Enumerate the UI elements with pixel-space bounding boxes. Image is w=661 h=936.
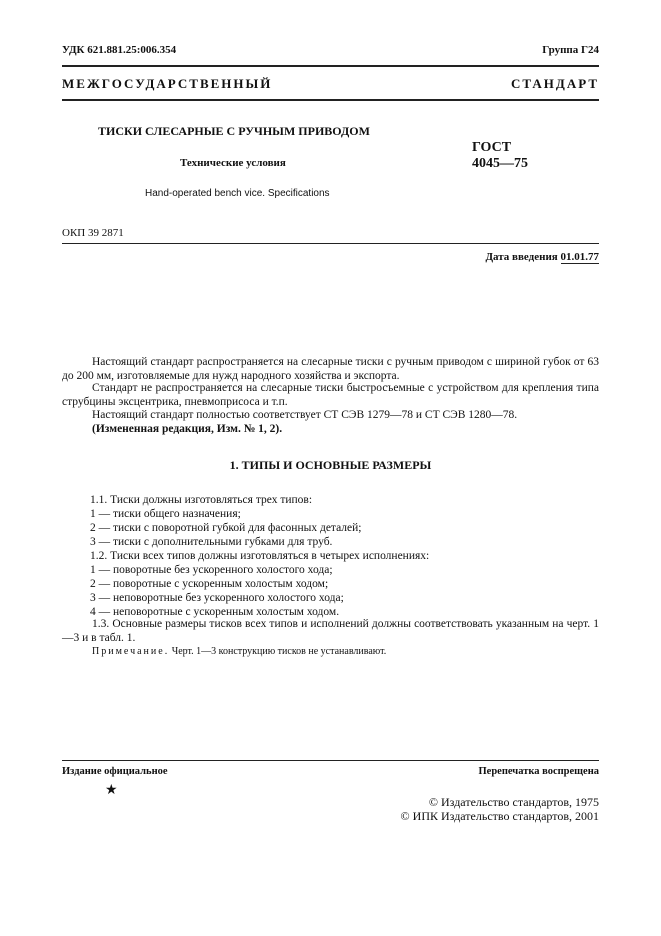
- note-label: Примечание.: [92, 646, 170, 657]
- reprint-prohibited: Перепечатка воспрещена: [478, 766, 599, 777]
- effective-date-label: Дата введения: [485, 251, 558, 263]
- okp-code: ОКП 39 2871: [62, 227, 124, 239]
- effective-date: [485, 251, 599, 263]
- official-edition: Издание официальное: [62, 766, 168, 777]
- gost-number: 4045—75: [472, 156, 528, 171]
- top-rule: [62, 65, 599, 67]
- group-code: Группа Г24: [542, 44, 599, 56]
- copyright-2001: © ИПК Издательство стандартов, 2001: [400, 809, 599, 823]
- gost-label: ГОСТ: [472, 140, 512, 155]
- udk-code: УДК 621.881.25:006.354: [62, 44, 177, 56]
- intro-paragraph-1: Настоящий стандарт распространяется на слесарные тиски с ручным приводом с шириной губок от 63 до 200 мм, изготовляемые для нужд народного хозяйства и экспорта.: [62, 356, 599, 382]
- list-line: 2 — тиски с поворотной губкой для фасонных деталей;: [90, 522, 362, 534]
- effective-date-value: 01.01.77: [560, 251, 599, 263]
- list-line: 4 — неповоротные с ускоренным холостым ходом.: [90, 606, 340, 618]
- list-line: 1.1. Тиски должны изготовляться трех типов:: [90, 494, 313, 506]
- section-heading: 1. ТИПЫ И ОСНОВНЫЕ РАЗМЕРЫ: [229, 458, 432, 472]
- list-line: 2 — поворотные с ускоренным холостым ходом;: [90, 578, 329, 590]
- amendment-note: (Измененная редакция, Изм. № 1, 2).: [92, 423, 283, 435]
- banner-rule: [62, 99, 599, 101]
- okp-rule: [62, 243, 599, 244]
- paragraph-1-3: 1.3. Основные размеры тисков всех типов и исполнений должны соответствовать указанным на черт. 1—3 и в табл. 1.: [62, 618, 599, 644]
- note-text: Черт. 1—3 конструкцию тисков не устанавливают.: [171, 646, 387, 657]
- list-line: 3 — неповоротные без ускоренного холостого хода;: [90, 592, 344, 604]
- standard-banner: МЕЖГОСУДАРСТВЕННЫЙ СТАНДАРТ: [62, 76, 599, 91]
- document-subtitle: Технические условия: [180, 157, 286, 169]
- star-icon: ★: [105, 783, 118, 798]
- list-line: 1 — тиски общего назначения;: [90, 508, 241, 520]
- note: [92, 646, 386, 657]
- english-title: Hand-operated bench vice. Specifications: [145, 188, 330, 199]
- document-title: ТИСКИ СЛЕСАРНЫЕ С РУЧНЫМ ПРИВОДОМ: [98, 124, 370, 138]
- intro-paragraph-2: Стандарт не распространяется на слесарные тиски быстросъемные с устройством для крепления типа струбцины эксцентрика, пневмоприсоса и т.п.: [62, 382, 599, 408]
- list-line: 3 — тиски с дополнительными губками для труб.: [90, 536, 333, 548]
- copyright-1975: © Издательство стандартов, 1975: [428, 795, 599, 809]
- intro-paragraph-3: Настоящий стандарт полностью соответствует СТ СЭВ 1279—78 и СТ СЭВ 1280—78.: [92, 409, 518, 421]
- list-line: 1.2. Тиски всех типов должны изготовляться в четырех исполнениях:: [90, 550, 430, 562]
- list-line: 1 — поворотные без ускоренного холостого хода;: [90, 564, 333, 576]
- footer-rule: [62, 760, 599, 761]
